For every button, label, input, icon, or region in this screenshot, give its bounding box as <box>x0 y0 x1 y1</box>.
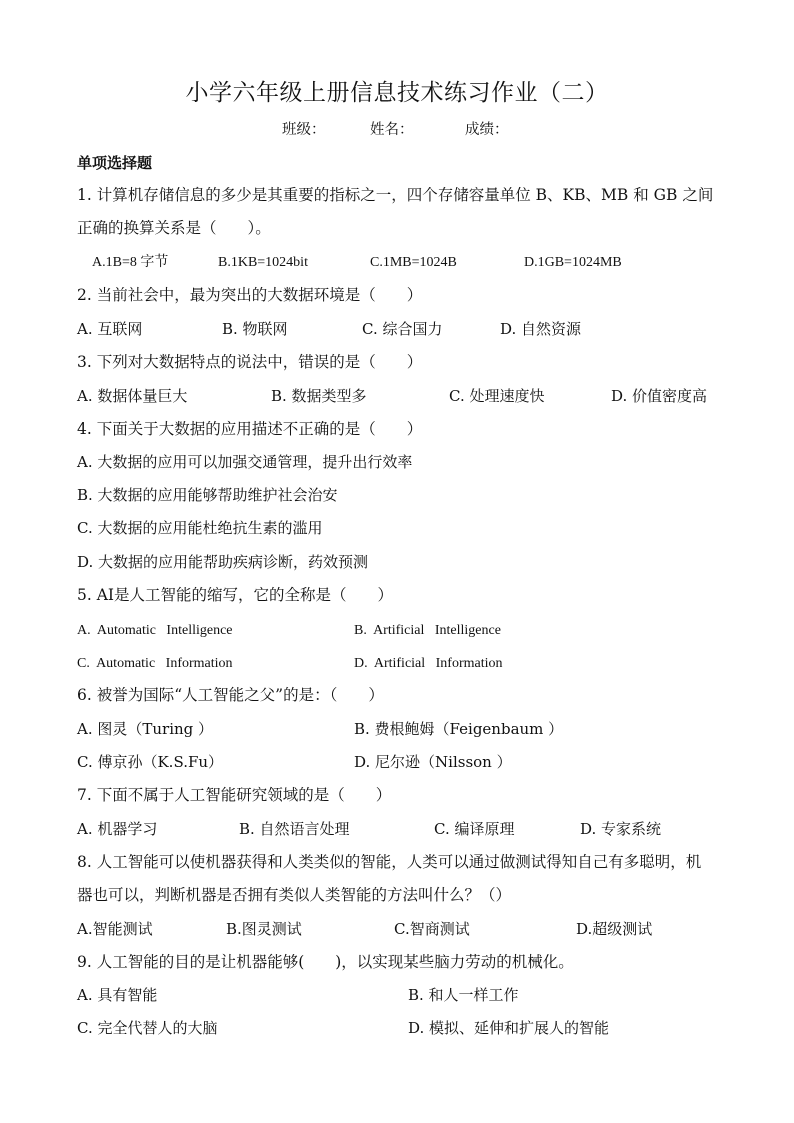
question-1-line-2: 正确的换算关系是（ ）。 <box>77 219 271 237</box>
name-label: 姓名： <box>370 122 414 138</box>
question-9-option-d: D. 模拟、延伸和扩展人的智能 <box>408 1019 610 1037</box>
question-8-line-2: 器也可以，判断机器是否拥有类似人类智能的方法叫什么？（） <box>77 886 512 904</box>
question-2-option-d: D. 自然资源 <box>500 320 582 338</box>
question-2-option-a: A. 互联网 <box>77 320 143 338</box>
question-6-option-c: C. 傅京孙（K.S.Fu） <box>77 753 224 771</box>
question-6-option-b: B. 费根鲍姆（Feigenbaum ） <box>354 720 564 738</box>
question-2: 2. 当前社会中，最为突出的大数据环境是（ ） <box>77 286 423 304</box>
question-2-option-b: B. 物联网 <box>222 320 288 338</box>
question-5-option-b: B. Artificial Intelligence <box>354 623 501 638</box>
question-7: 7. 下面不属于人工智能研究领域的是（ ） <box>77 786 392 804</box>
section-heading: 单项选择题 <box>77 154 153 172</box>
question-7-option-d: D. 专家系统 <box>580 820 662 838</box>
question-8-option-b: B.图灵测试 <box>226 920 302 938</box>
question-4-option-c: C. 大数据的应用能杜绝抗生素的滥用 <box>77 519 323 537</box>
question-3-option-a: A. 数据体量巨大 <box>77 387 188 405</box>
question-9-option-c: C. 完全代替人的大脑 <box>77 1019 218 1037</box>
question-6-option-a: A. 图灵（Turing ） <box>77 720 214 738</box>
question-4-option-a: A. 大数据的应用可以加强交通管理，提升出行效率 <box>77 453 413 471</box>
question-6: 6. 被誉为国际“人工智能之父”的是：（ ） <box>77 686 384 704</box>
question-1-line-1: 1. 计算机存储信息的多少是其重要的指标之一，四个存储容量单位 B、KB、MB 和 GB 之间 <box>77 186 714 204</box>
question-5-option-c: C. Automatic Information <box>77 656 233 671</box>
question-1-option-d: D.1GB=1024MB <box>524 255 622 270</box>
question-8-line-1: 8. 人工智能可以使机器获得和人类类似的智能，人类可以通过做测试得知自己有多聪明，机 <box>77 853 702 871</box>
question-6-option-d: D. 尼尔逊（Nilsson ） <box>354 753 512 771</box>
question-3-option-c: C. 处理速度快 <box>449 387 545 405</box>
question-5: 5. AI是人工智能的缩写，它的全称是（ ） <box>77 586 394 604</box>
question-1-option-c: C.1MB=1024B <box>370 255 457 270</box>
question-3: 3. 下列对大数据特点的说法中，错误的是（ ） <box>77 353 423 371</box>
question-9-option-a: A. 具有智能 <box>77 986 158 1004</box>
page-title: 小学六年级上册信息技术练习作业（二） <box>185 80 609 106</box>
class-label: 班级： <box>282 122 326 138</box>
question-8-option-c: C.智商测试 <box>394 920 470 938</box>
question-1-option-b: B.1KB=1024bit <box>218 255 308 270</box>
question-1-option-a: A.1B=8 字节 <box>92 255 169 270</box>
question-3-option-b: B. 数据类型多 <box>271 387 367 405</box>
question-2-option-c: C. 综合国力 <box>362 320 443 338</box>
question-3-option-d: D. 价值密度高 <box>611 387 708 405</box>
question-9-option-b: B. 和人一样工作 <box>408 986 519 1004</box>
question-7-option-c: C. 编译原理 <box>434 820 515 838</box>
question-4-option-b: B. 大数据的应用能够帮助维护社会治安 <box>77 486 338 504</box>
question-9: 9. 人工智能的目的是让机器能够( )，以实现某些脑力劳动的机械化。 <box>77 953 574 971</box>
question-4-option-d: D. 大数据的应用能帮助疾病诊断，药效预测 <box>77 553 369 571</box>
question-5-option-d: D. Artificial Information <box>354 656 503 671</box>
score-label: 成绩： <box>465 122 509 138</box>
question-7-option-b: B. 自然语言处理 <box>239 820 350 838</box>
question-5-option-a: A. Automatic Intelligence <box>77 623 233 638</box>
question-4: 4. 下面关于大数据的应用描述不正确的是（ ） <box>77 420 423 438</box>
question-7-option-a: A. 机器学习 <box>77 820 158 838</box>
question-8-option-d: D.超级测试 <box>576 920 653 938</box>
question-8-option-a: A.智能测试 <box>77 920 153 938</box>
